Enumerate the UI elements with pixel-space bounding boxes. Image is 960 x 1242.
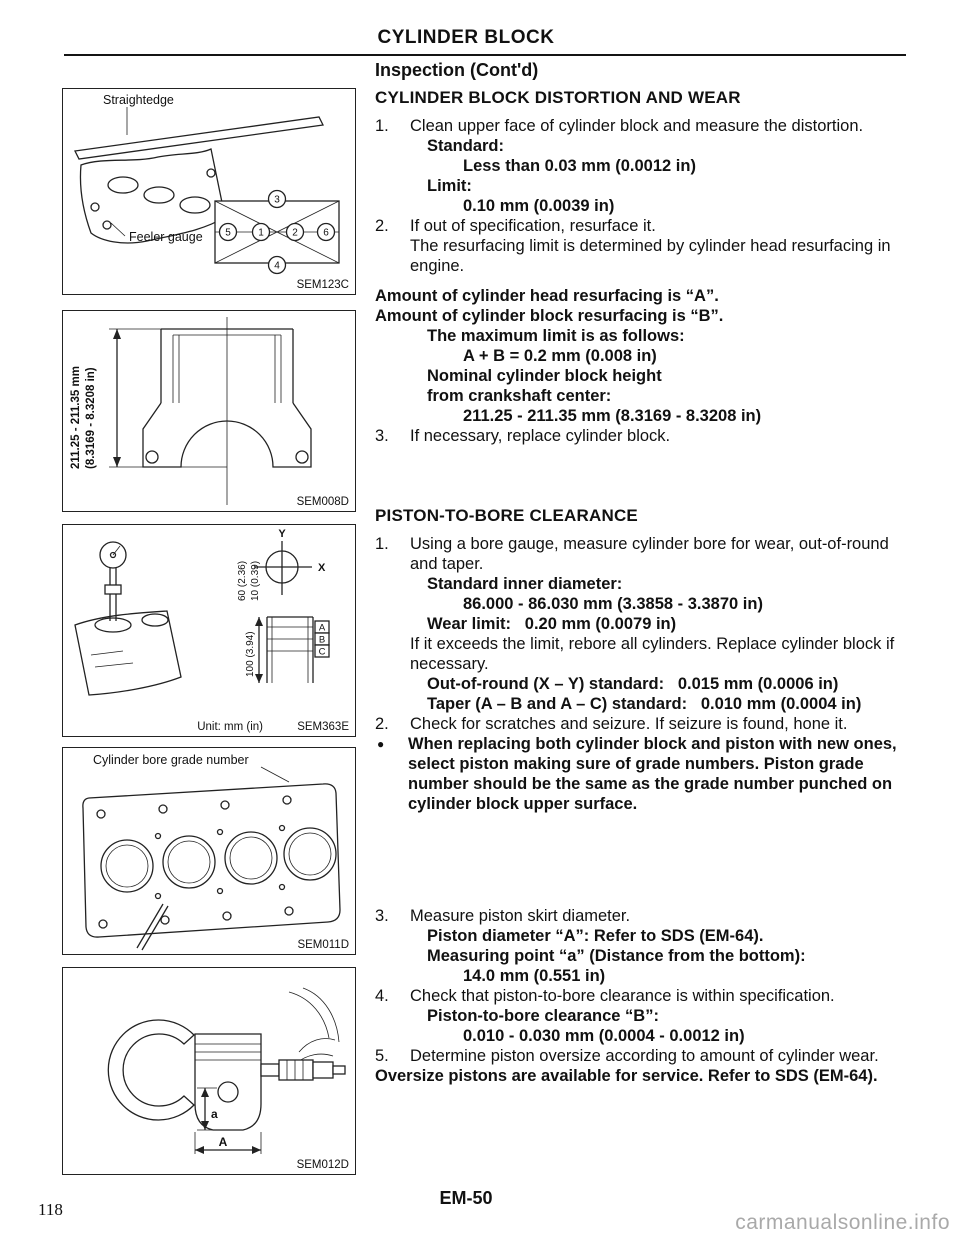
spec-line: Piston diameter “A”: Refer to SDS (EM-64).	[427, 927, 764, 945]
block-height-illustration	[63, 311, 354, 510]
step-number: 3.	[375, 907, 389, 925]
step-text: Using a bore gauge, measure cylinder bore for wear, out-of-round and taper.	[410, 535, 889, 573]
bullet-text: When replacing both cylinder block and piston with new ones, select piston making sure of grade numbers. Piston grade number should be the same as the grade number punched on cylinder block upper surface.	[408, 735, 897, 813]
step-text: Check that piston-to-bore clearance is within specification.	[410, 987, 835, 1005]
mark-c-label: C	[318, 646, 326, 658]
step-text: Determine piston oversize according to amount of cylinder wear.	[410, 1047, 879, 1065]
step-continuation: If it exceeds the limit, rebore all cylinders. Replace cylinder block if necessary.	[410, 635, 895, 673]
mark-b-label: B	[318, 634, 326, 646]
text-column	[375, 88, 907, 1086]
figure-code: SEM363E	[297, 721, 349, 733]
oversize-note: Oversize pistons are available for service. Refer to SDS (EM-64).	[375, 1067, 878, 1085]
axis-y-label: Y	[278, 528, 286, 540]
spec-value: 86.000 - 86.030 mm (3.3858 - 3.3870 in)	[463, 595, 763, 613]
numbered-step	[375, 1046, 907, 1066]
spec-label: Standard:	[427, 137, 505, 155]
mark-a-label: A	[318, 622, 326, 634]
step-continuation: The resurfacing limit is determined by cylinder head resurfacing in engine.	[410, 237, 891, 275]
spec-line: Out-of-round (X – Y) standard: 0.015 mm (0.0006 in)	[427, 675, 839, 693]
measure-point-6: 6	[323, 227, 329, 239]
spec-label: Limit:	[427, 177, 472, 195]
measure-point-3: 3	[274, 194, 280, 206]
diameter-a-label: A	[218, 1135, 228, 1149]
numbered-step	[375, 116, 907, 136]
spec-value: 14.0 mm (0.551 in)	[463, 967, 606, 985]
note-line: from crankshaft center:	[427, 387, 612, 405]
spec-line: Wear limit: 0.20 mm (0.0079 in)	[427, 615, 677, 633]
spec-label: Standard inner diameter:	[427, 575, 623, 593]
numbered-step	[375, 986, 907, 1006]
piston-measurement-block	[375, 906, 907, 1086]
block-top-view-illustration	[63, 748, 354, 953]
section-distortion-and-wear	[375, 88, 907, 446]
axis-x-label: X	[318, 562, 326, 574]
step-number: 1.	[375, 117, 389, 135]
straightedge-label: Straightedge	[103, 93, 174, 107]
bore-gauge-illustration	[63, 525, 354, 735]
grade-number-label: Cylinder bore grade number	[93, 753, 249, 767]
measure-point-2: 2	[292, 227, 298, 239]
feeler-gauge-label: Feeler gauge	[129, 230, 203, 244]
height-dimension-in: (8.3169 - 8.3208 in)	[85, 367, 97, 469]
figure-code: SEM012D	[296, 1159, 349, 1171]
dim-60-label: 60 (2.36)	[237, 560, 248, 601]
step-number: 5.	[375, 1047, 389, 1065]
height-dimension-mm: 211.25 - 211.35 mm	[70, 366, 82, 469]
note-line: Amount of cylinder block resurfacing is “B”.	[375, 307, 724, 325]
spec-line: Piston-to-bore clearance “B”:	[427, 1007, 659, 1025]
figure-unit-note: Unit: mm (in)	[197, 721, 263, 733]
figure-code: SEM123C	[296, 279, 349, 291]
numbered-step	[375, 534, 907, 574]
note-line: 211.25 - 211.35 mm (8.3169 - 8.3208 in)	[463, 407, 762, 425]
note-line: Amount of cylinder head resurfacing is “A”.	[375, 287, 719, 305]
spec-value: 0.010 - 0.030 mm (0.0004 - 0.0012 in)	[463, 1027, 745, 1045]
spec-value: 0.10 mm (0.0039 in)	[463, 197, 615, 215]
numbered-step	[375, 906, 907, 926]
piston-micrometer-illustration	[63, 968, 354, 1173]
spec-line: Taper (A – B and A – C) standard: 0.010 mm (0.0004 in)	[427, 695, 862, 713]
straightedge-illustration	[63, 89, 354, 293]
page-subtitle: Inspection (Cont'd)	[375, 60, 539, 80]
spec-value: Less than 0.03 mm (0.0012 in)	[463, 157, 696, 175]
numbered-step	[375, 216, 907, 236]
section-heading: PISTON-TO-BORE CLEARANCE	[375, 506, 638, 525]
distance-a-label: a	[211, 1107, 218, 1121]
step-number: 3.	[375, 427, 389, 445]
note-line: A + B = 0.2 mm (0.008 in)	[463, 347, 657, 365]
figure-piston-micrometer	[62, 967, 356, 1175]
resurfacing-notes	[375, 286, 907, 426]
step-text: If necessary, replace cylinder block.	[410, 427, 671, 445]
bullet-note	[375, 734, 907, 814]
step-text: If out of specification, resurface it.	[410, 217, 656, 235]
step-number: 4.	[375, 987, 389, 1005]
page-footer-code: EM-50	[439, 1188, 493, 1208]
note-line: Nominal cylinder block height	[427, 367, 662, 385]
title-divider	[64, 54, 906, 56]
figure-straightedge-check	[62, 88, 356, 295]
step-text: Clean upper face of cylinder block and measure the distortion.	[410, 117, 864, 135]
section-piston-to-bore-clearance	[375, 506, 907, 1086]
figure-code: SEM011D	[297, 939, 349, 951]
step-number: 2.	[375, 715, 389, 733]
bullet-marker: ●	[377, 737, 385, 751]
section-heading: CYLINDER BLOCK DISTORTION AND WEAR	[375, 88, 741, 107]
measure-point-4: 4	[274, 260, 280, 272]
note-line: The maximum limit is as follows:	[427, 327, 685, 345]
step-number: 2.	[375, 217, 389, 235]
page-number: 118	[38, 1200, 63, 1219]
figure-code: SEM008D	[296, 496, 349, 508]
figure-block-height	[62, 310, 356, 512]
spec-line: Measuring point “a” (Distance from the bottom):	[427, 947, 806, 965]
watermark: carmanualsonline.info	[735, 1211, 950, 1234]
numbered-step	[375, 426, 907, 446]
dim-100-label: 100 (3.94)	[245, 631, 256, 677]
numbered-step	[375, 714, 907, 734]
step-text: Measure piston skirt diameter.	[410, 907, 631, 925]
figure-bore-gauge	[62, 524, 356, 737]
dim-10-label: 10 (0.39)	[250, 560, 261, 601]
step-text: Check for scratches and seizure. If seizure is found, hone it.	[410, 715, 848, 733]
page-title: CYLINDER BLOCK	[377, 27, 555, 48]
measure-point-1: 1	[258, 227, 264, 239]
figure-block-top-view	[62, 747, 356, 955]
step-number: 1.	[375, 535, 389, 553]
measure-point-5: 5	[225, 227, 231, 239]
